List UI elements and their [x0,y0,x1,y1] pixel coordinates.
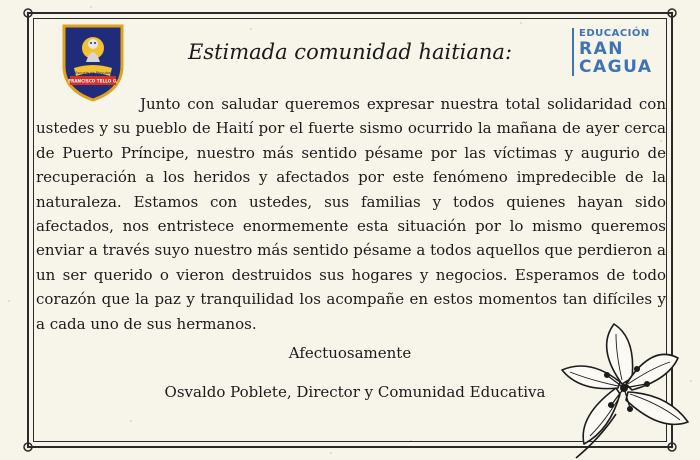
letter-closing: Afectuosamente [288,344,412,362]
corner-ornament-icon [21,6,35,20]
flower-illustration-icon [556,318,694,460]
educacion-rancagua-logo [572,28,669,76]
letter-signature: Osvaldo Poblete, Director y Comunidad Educativa [164,383,546,401]
corner-ornament-icon [21,440,35,454]
logo-line3: CAGUA [579,57,653,77]
school-name-line2: FRANCISCO TELLO G. [68,78,118,84]
logo-line1: EDUCACIÓN [579,28,650,39]
corner-ornament-icon [665,6,679,20]
school-name-line1: Escuela de Párvulos [75,71,111,75]
letter-title: Estimada comunidad haitiana: [187,40,513,64]
letter-body [36,92,666,336]
letter-body-text: Junto con saludar queremos expresar nuestra total solidaridad con ustedes y su pueblo de Haití por el fuerte sismo ocurrido la mañana de ayer cerca de Puerto Príncipe, nuestro más sentido pésame por las víctimas y augurio de recuperación a los heridos y afectados por este fenómeno impredecible de la naturaleza. Estamos con ustedes, sus familias y todos quienes hayan sido afectados, nos entristece enormemente esta situación por lo mismo queremos enviar a través suyo nuestro más sentido pésame a todos aquellos que perdieron a un ser querido o vieron destruidos sus hogares y negocios. Esperamos de todo corazón que la paz y tranquilidad los acompañe en estos momentos tan difíciles y a cada uno de sus hermanos. [36,95,666,333]
logo-line2: RAN [579,39,624,59]
school-crest-icon [60,22,126,102]
